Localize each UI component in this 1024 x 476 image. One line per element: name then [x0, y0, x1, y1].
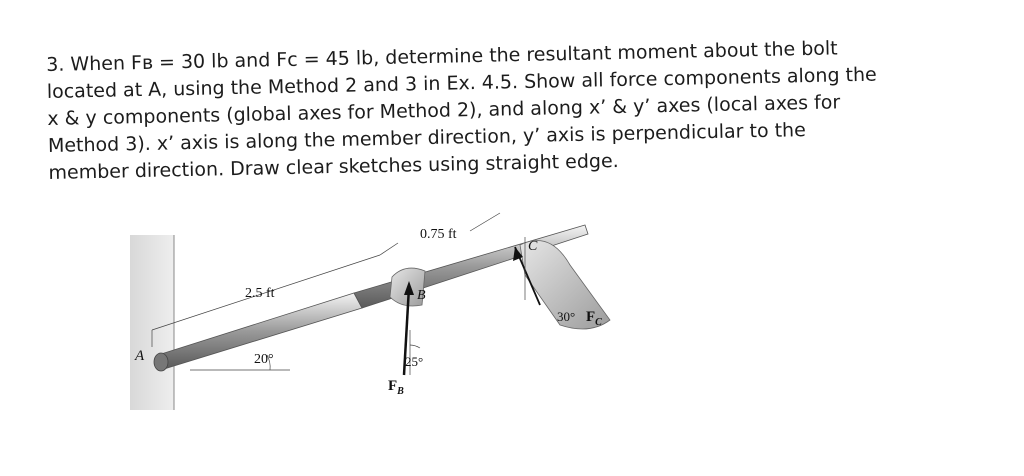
angle-fc-label: 30°: [557, 309, 576, 324]
point-b-label: B: [417, 288, 426, 303]
wrench-figure: [130, 205, 630, 415]
point-a-label: A: [135, 348, 145, 364]
angle-rod-label: 20°: [254, 352, 274, 367]
dim-ab-label: 2.5 ft: [245, 286, 275, 301]
dim-bc-label: 0.75 ft: [420, 227, 457, 242]
force-c-label: $F_C$: [586, 309, 602, 328]
wall: [130, 235, 174, 410]
wrench-diagram: [130, 205, 630, 415]
force-b-label: $F_B$: [388, 378, 404, 397]
point-c-label: C: [528, 239, 538, 254]
problem-statement: 3. When Fʙ = 30 lb and Fᴄ = 45 lb, determine the resultant moment about the bolt located at A, using the Method 2 and 3 in Ex. 4.5. Show all force components along the x & y components (global axes for Method 2), and along x’ & y’ axes (local axes for Method 3). x’ axis is along the member direction, y’ axis is perpendicular to the member direction. Draw clear sketches using straight edge.: [46, 37, 877, 184]
angle-fb-label: 25°: [405, 354, 424, 369]
